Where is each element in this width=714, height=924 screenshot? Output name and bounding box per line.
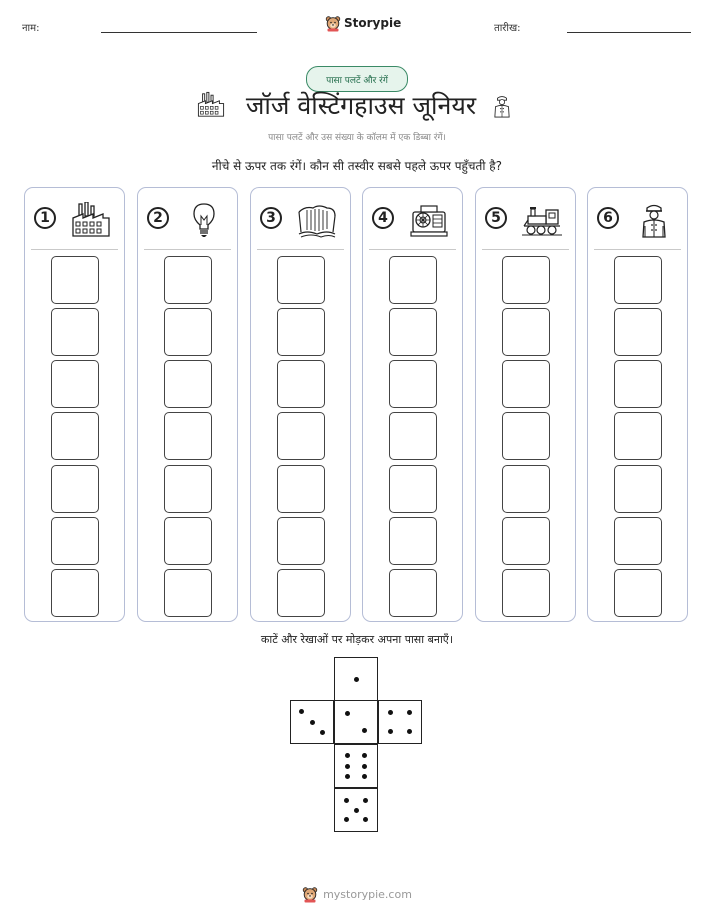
color-box[interactable]: [51, 256, 99, 304]
color-box[interactable]: [164, 517, 212, 565]
column-divider: [482, 249, 569, 250]
date-line: [567, 32, 691, 33]
color-box[interactable]: [614, 360, 662, 408]
color-box[interactable]: [51, 569, 99, 617]
color-box[interactable]: [502, 465, 550, 513]
die-face-right: [378, 700, 422, 744]
column-2: [137, 187, 238, 622]
page-title: जॉर्ज वेस्टिंगहाउस जूनियर: [245, 91, 477, 120]
die-face-below: [334, 744, 378, 788]
brand-name: Storypie: [344, 16, 402, 30]
conductor-icon: [489, 91, 515, 121]
die-pip: [344, 798, 349, 803]
column-divider: [144, 249, 231, 250]
subtitle-instruction: पासा पलटें और उस संख्या के कॉलम में एक डिब्बा रंगें।: [268, 133, 446, 143]
color-box[interactable]: [389, 308, 437, 356]
die-pip: [354, 677, 359, 682]
die-pip: [388, 710, 393, 715]
activity-tag: पासा पलटें और रंगें: [306, 66, 408, 92]
column-number: 4: [372, 207, 394, 229]
die-pip: [320, 730, 325, 735]
color-box[interactable]: [389, 517, 437, 565]
color-box[interactable]: [389, 360, 437, 408]
color-box[interactable]: [389, 569, 437, 617]
color-box[interactable]: [51, 360, 99, 408]
locomotive-icon: [522, 202, 562, 238]
color-box[interactable]: [389, 465, 437, 513]
column-6: [587, 187, 688, 622]
die-pip: [363, 798, 368, 803]
column-divider: [369, 249, 456, 250]
color-box[interactable]: [51, 308, 99, 356]
die-pip: [407, 729, 412, 734]
factory-icon: [71, 202, 111, 238]
color-box[interactable]: [277, 256, 325, 304]
die-pip: [354, 808, 359, 813]
die-pip: [363, 817, 368, 822]
die-pip: [362, 728, 367, 733]
color-box[interactable]: [164, 412, 212, 460]
color-box[interactable]: [277, 308, 325, 356]
die-face-top: [334, 657, 378, 701]
die-face-bottom: [334, 788, 378, 832]
column-number: 2: [147, 207, 169, 229]
color-box[interactable]: [164, 256, 212, 304]
lightbulb-icon: [184, 202, 224, 238]
footer: [0, 886, 714, 903]
date-label: तारीख:: [494, 23, 521, 34]
column-number: 3: [260, 207, 282, 229]
column-divider: [594, 249, 681, 250]
color-box[interactable]: [277, 360, 325, 408]
color-box[interactable]: [51, 517, 99, 565]
color-box[interactable]: [164, 360, 212, 408]
die-pip: [362, 764, 367, 769]
column-number: 6: [597, 207, 619, 229]
color-box[interactable]: [502, 308, 550, 356]
color-box[interactable]: [51, 412, 99, 460]
color-box[interactable]: [277, 569, 325, 617]
color-box[interactable]: [614, 465, 662, 513]
color-box[interactable]: [51, 465, 99, 513]
color-box[interactable]: [502, 256, 550, 304]
die-pip: [345, 753, 350, 758]
color-box[interactable]: [389, 412, 437, 460]
name-label: नाम:: [22, 23, 40, 34]
color-box[interactable]: [277, 517, 325, 565]
die-pip: [362, 753, 367, 758]
color-box[interactable]: [502, 569, 550, 617]
color-box[interactable]: [164, 308, 212, 356]
color-box[interactable]: [614, 412, 662, 460]
cut-instruction: काटें और रेखाओं पर मोड़कर अपना पासा बनाएँ।: [260, 633, 454, 646]
bear-logo-icon: [302, 886, 318, 903]
color-box[interactable]: [614, 517, 662, 565]
color-box[interactable]: [614, 308, 662, 356]
color-box[interactable]: [164, 465, 212, 513]
brand-logo: [325, 14, 401, 32]
column-1: [24, 187, 125, 622]
die-pip: [362, 774, 367, 779]
conductor-icon: [634, 202, 674, 238]
worksheet-header: [0, 0, 714, 50]
column-number: 1: [34, 207, 56, 229]
die-face-left: [290, 700, 334, 744]
die-pip: [345, 774, 350, 779]
color-box[interactable]: [614, 256, 662, 304]
die-pip: [310, 720, 315, 725]
column-4: [362, 187, 463, 622]
color-box[interactable]: [614, 569, 662, 617]
die-pip: [345, 764, 350, 769]
color-box[interactable]: [164, 569, 212, 617]
die-pip: [388, 729, 393, 734]
column-divider: [257, 249, 344, 250]
generator-icon: [409, 202, 449, 238]
die-pip: [299, 709, 304, 714]
bear-logo-icon: [325, 15, 341, 32]
die-face-center: [334, 700, 378, 744]
column-number: 5: [485, 207, 507, 229]
die-pip: [344, 817, 349, 822]
column-divider: [31, 249, 118, 250]
color-box[interactable]: [277, 412, 325, 460]
color-box[interactable]: [389, 256, 437, 304]
die-pip: [345, 711, 350, 716]
color-box[interactable]: [502, 517, 550, 565]
column-3: [250, 187, 351, 622]
color-box[interactable]: [277, 465, 325, 513]
footer-url: mystorypie.com: [323, 888, 412, 901]
factory-icon: [197, 91, 225, 119]
die-pip: [407, 710, 412, 715]
color-box[interactable]: [502, 360, 550, 408]
column-5: [475, 187, 576, 622]
name-line: [101, 32, 257, 33]
question-text: नीचे से ऊपर तक रंगें। कौन सी तस्वीर सबसे पहले ऊपर पहुँचती है?: [211, 159, 503, 173]
waterfall-icon: [297, 202, 337, 238]
color-box[interactable]: [502, 412, 550, 460]
